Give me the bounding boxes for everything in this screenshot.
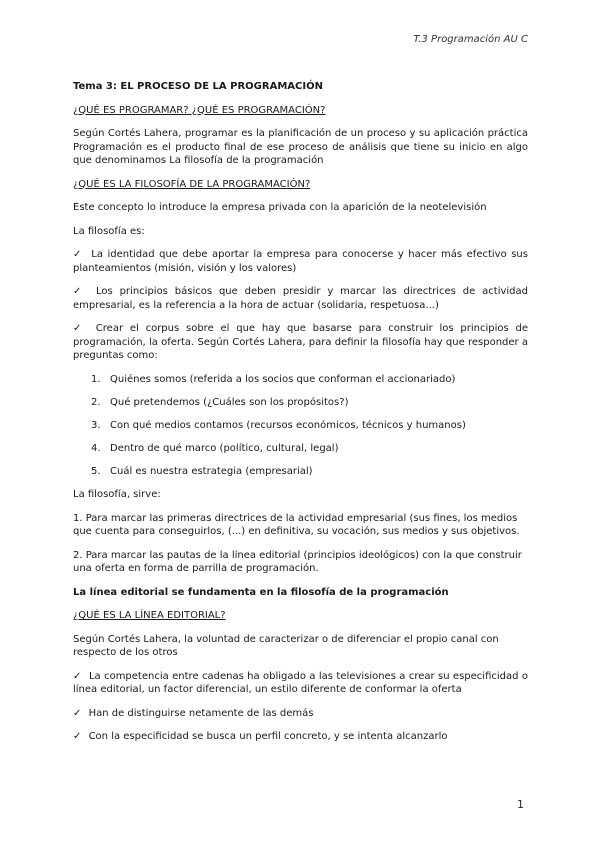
list-item: 3. Con qué medios contamos (recursos económicos, técnicos y humanos)	[91, 419, 466, 431]
paragraph-philosophy-serves: La filosofía, sirve:	[73, 489, 161, 500]
check-item: ✓ La identidad que debe aportar la empresa para conocerse y hacer más efectivo sus planteamientos (misión, visión y los valores)	[73, 249, 528, 274]
check-icon: ✓	[73, 286, 86, 297]
paragraph-point-1: 1. Para marcar las primeras directrices de la actividad empresarial (sus fines, los medios que cuenta para conseguirlos, (...) en definitiva, su vocación, sus medios y sus objetivos.	[73, 512, 520, 537]
list-item: 5. Cuál es nuestra estrategia (empresarial)	[91, 465, 313, 477]
document-body	[73, 80, 528, 754]
check-icon: ✓	[73, 731, 82, 742]
question-heading-2: ¿QUÉ ES LA FILOSOFÍA DE LA PROGRAMACIÓN?	[73, 178, 311, 190]
list-item: 2. Qué pretendemos (¿Cuáles son los propósitos?)	[91, 396, 349, 408]
section-title: Tema 3: EL PROCESO DE LA PROGRAMACIÓN	[73, 81, 323, 92]
paragraph-editorial-line: Según Cortés Lahera, la voluntad de caracterizar o de diferenciar el propio canal con respecto de los otros	[73, 633, 499, 658]
check-item: ✓ Crear el corpus sobre el que hay que basarse para construir los principios de programación, la oferta. Según Cortés Lahera, para definir la filosofía hay que responder a preguntas como:	[73, 323, 528, 361]
page-number: 1	[517, 798, 524, 811]
paragraph-definition: Según Cortés Lahera, programar es la planificación de un proceso y su aplicación práctica Programación es el producto final de ese proceso de análisis que tiene su inicio en algo que denominamos La filosofía de la programación	[73, 128, 528, 166]
paragraph-point-2: 2. Para marcar las pautas de la línea editorial (principios ideológicos) con la que construir una oferta en forma de parrilla de programación.	[73, 549, 522, 574]
check-item: ✓ Han de distinguirse netamente de las demás	[73, 707, 314, 719]
numbered-list	[73, 373, 528, 479]
bold-statement: La línea editorial se fundamenta en la filosofía de la programación	[73, 586, 449, 598]
paragraph-neotelevision: Este concepto lo introduce la empresa privada con la aparición de la neotelevisión	[73, 202, 487, 213]
check-item: ✓ Con la especificidad se busca un perfil concreto, y se intenta alcanzarlo	[73, 731, 448, 742]
check-item: ✓ Los principios básicos que deben presidir y marcar las directrices de actividad empresarial, es la referencia a la hora de actuar (solidaria, respetuosa...)	[73, 286, 528, 311]
check-icon: ✓	[73, 707, 82, 719]
question-heading-3: ¿QUÉ ES LA LÍNEA EDITORIAL?	[73, 610, 226, 621]
list-item: 1. Quiénes somos (referida a los socios que conforman el accionariado)	[91, 373, 456, 385]
check-icon: ✓	[73, 323, 85, 334]
question-heading-1: ¿QUÉ ES PROGRAMAR? ¿QUÉ ES PROGRAMACIÓN?	[73, 104, 326, 116]
check-item: ✓ La competencia entre cadenas ha obligado a las televisiones a crear su especificidad o línea editorial, un factor diferencial, un estilo diferente de conformar la oferta	[73, 670, 528, 695]
running-header: T.3 Programación AU C	[413, 34, 528, 45]
paragraph-philosophy-is: La filosofía es:	[73, 225, 145, 237]
list-item: 4. Dentro de qué marco (político, cultural, legal)	[91, 442, 339, 454]
check-icon: ✓	[73, 670, 82, 682]
check-icon: ✓	[73, 249, 83, 260]
